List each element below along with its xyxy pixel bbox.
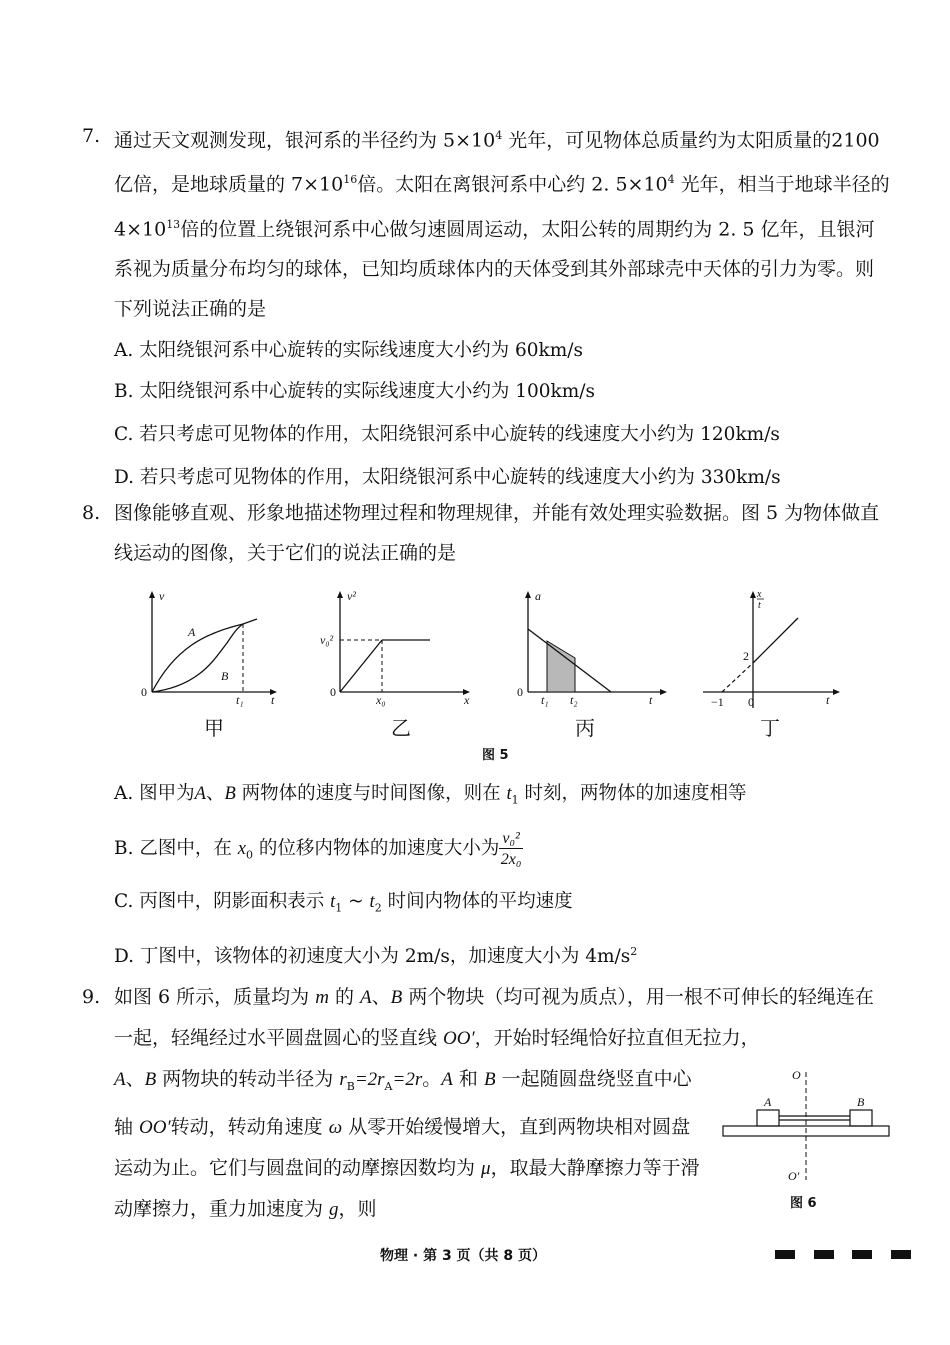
axis-label: t: [758, 600, 761, 611]
figure-6: [715, 1062, 895, 1187]
axis-label-bottom: O′: [788, 1169, 800, 1183]
origin-label: 0: [748, 695, 754, 708]
axis-label-top: O: [792, 1068, 801, 1082]
fig-label-jia: 甲: [204, 716, 224, 740]
axis-label: v²: [347, 589, 356, 603]
question-stem-line1: 如图 6 所示，质量均为 m 的 A、B 两个物块（均可视为质点），用一根不可伸长的轻绳连在一起，轻绳经过水平圆盘圆心的竖直线 OO′，开始时轻绳恰好拉直但无拉力，: [114, 986, 874, 1049]
option-a: A. 太阳绕银河系中心旋转的实际线速度大小约为 60km/s: [114, 339, 584, 361]
option-a: A. 图甲为A、B 两物体的速度与时间图像，则在 $t_1$ 时刻，两物体的加速度相等: [114, 783, 747, 807]
fig-label-ding: 丁: [760, 716, 780, 740]
tick-label: 2: [743, 649, 749, 663]
curve-label-b: B: [221, 669, 229, 683]
option-c: C. 丙图中，阴影面积表示 $t_1$ ~ $t_2$ 时间内物体的平均速度: [114, 891, 573, 916]
question-8-options: [82, 772, 892, 978]
option-b: B. 乙图中，在 $x_0$ 的位移内物体的加速度大小为 $\frac{\text{v₀²}}{\text{2x₀}}$: [114, 830, 522, 869]
axis-label: t: [271, 693, 275, 707]
option-b: B. 太阳绕银河系中心旋转的实际线速度大小约为 100km/s: [114, 380, 596, 402]
curve-label-a: A: [188, 625, 196, 639]
footer-mark: [852, 1250, 872, 1259]
origin-label: 0: [517, 685, 523, 699]
axis-label: x: [464, 693, 470, 707]
option-d: D. 若只考虑可见物体的作用，太阳绕银河系中心旋转的线速度大小约为 330km/s: [114, 466, 781, 488]
graph-ding: [698, 588, 848, 708]
axis-label: v: [159, 589, 165, 603]
question-8: [82, 493, 892, 573]
axis-label: x: [757, 589, 762, 600]
graph-bing: [510, 588, 675, 708]
graph-yi: [318, 588, 478, 708]
origin-label: 0: [141, 685, 147, 699]
block-label-a: A: [764, 1095, 772, 1109]
tick-label: −1: [711, 695, 724, 708]
tick-label: x₀: [376, 693, 386, 707]
option-c: C. 若只考虑可见物体的作用，太阳绕银河系中心旋转的线速度大小约为 120km/s: [114, 423, 780, 445]
tick-label: t₂: [570, 693, 578, 707]
axis-label: t: [649, 693, 653, 707]
question-stem-line2: A、B 两物块的转动半径为 $r_B=2r_A=2r$。A 和 B 一起随圆盘绕竖直中心轴 OO′转动，转动角速度 ω 从零开始缓慢增大，直到两物块相对圆盘运动为止。它们与圆盘间的动摩擦因数均为 μ，取最大静摩擦力等于滑动摩擦力，重力加速度为 g，则: [114, 1068, 700, 1220]
footer-mark: [814, 1250, 834, 1259]
tick-label: v₀²: [320, 633, 334, 647]
footer-mark: [891, 1250, 911, 1259]
figure-6-caption: 图 6: [790, 1196, 817, 1211]
question-stem: 通过天文观测发现，银河系的半径约为 $5\times 10^4$ 光年，可见物体总质量约为太阳质量的2100 亿倍，是地球质量的 $7\times 10^{16}$倍。太阳在离银河系中心约 2. $5\times 10^4$ 光年，相当于地球半径的 $4\times 10^{13}$倍的位置上绕银河系中心做匀速圆周运动，太阳公转的周期约为 2. 5 亿年，且银河系视为质量分布均匀的球体，已知均质球体内的天体受到其外部球壳中天体的引力为零。则下列说法正确的是: [114, 129, 890, 320]
graph-jia: [115, 588, 285, 708]
question-number: 7.: [82, 125, 101, 147]
origin-label: 0: [330, 685, 336, 699]
question-number: 9.: [82, 986, 101, 1008]
figure-5-caption: 图 5: [482, 748, 509, 763]
footer-mark: [775, 1250, 795, 1259]
block-label-b: B: [857, 1095, 865, 1109]
page-footer: 物理 · 第 3 页（共 8 页）: [380, 1248, 547, 1264]
fig-label-bing: 丙: [575, 716, 595, 740]
axis-label: a: [535, 589, 541, 603]
option-d: D. 丁图中，该物体的初速度大小为 2m/s，加速度大小为 $4m/s^2$: [114, 945, 638, 968]
question-stem: 图像能够直观、形象地描述物理过程和物理规律，并能有效处理实验数据。图 5 为物体做直线运动的图像，关于它们的说法正确的是: [114, 502, 880, 564]
axis-label: t: [826, 693, 830, 707]
fraction: $\frac{\text{v₀²}}{\text{2x₀}}$: [500, 830, 522, 869]
question-number: 8.: [82, 502, 101, 524]
figure-5: [115, 588, 845, 748]
tick-label: t₁: [236, 693, 244, 707]
fig-label-yi: 乙: [391, 716, 411, 740]
question-7: [82, 116, 892, 499]
tick-label: t₁: [541, 693, 549, 707]
